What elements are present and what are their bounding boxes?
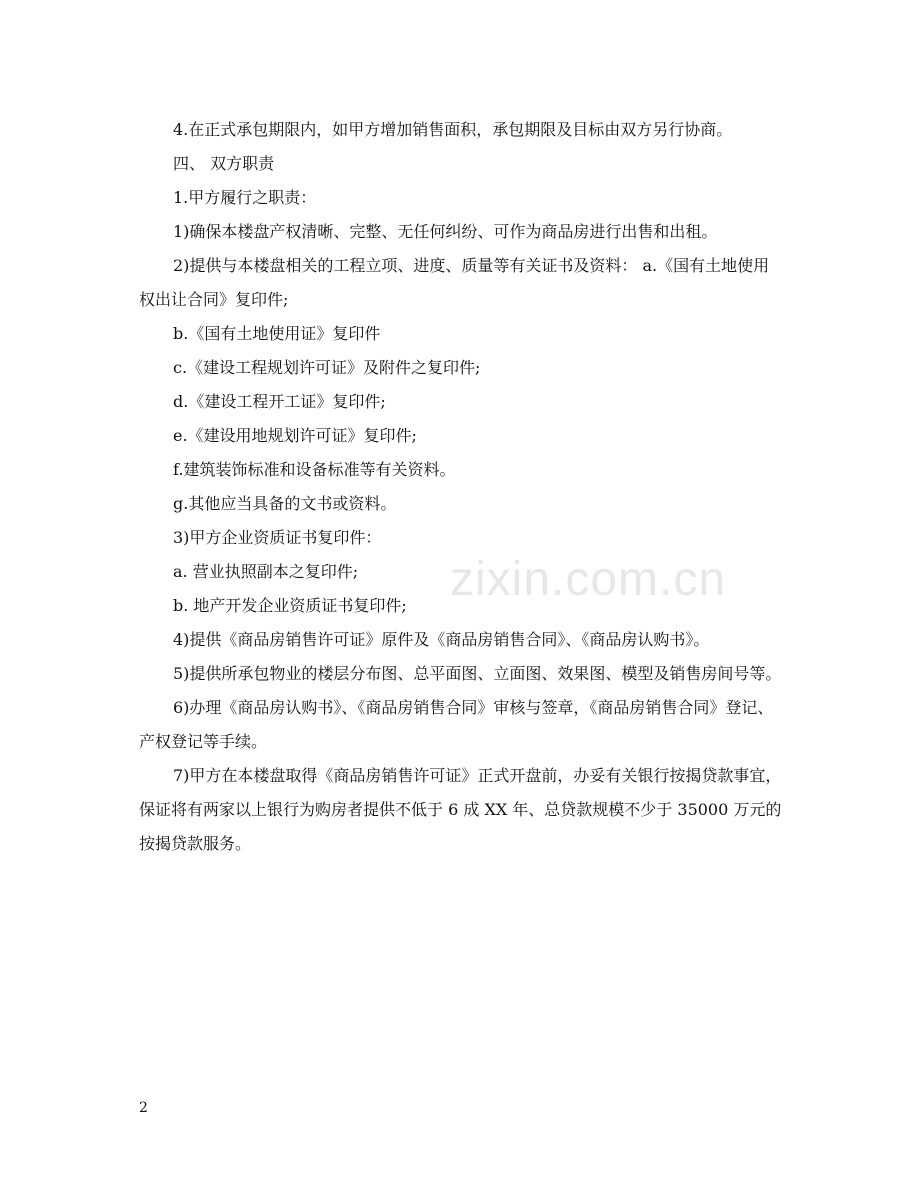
duty-1-property-rights: 1)确保本楼盘产权清晰、完整、无任何纠纷、可作为商品房进行出售和出租。 — [173, 222, 718, 241]
duty-3-qualification: 3)甲方企业资质证书复印件： — [173, 528, 382, 547]
duty-2-documents: 2)提供与本楼盘相关的工程立项、进度、质量等有关证书及资料： a.《国有土地使用权出让合同》复印件; — [139, 256, 770, 309]
paragraph-4-extension: 4.在正式承包期限内，如甲方增加销售面积，承包期限及目标由双方另行协商。 — [173, 120, 733, 139]
document-item-g: g.其他应当具备的文书或资料。 — [173, 494, 397, 513]
qualification-item-b: b. 地产开发企业资质证书复印件; — [173, 596, 407, 615]
duty-6-registration: 6)办理《商品房认购书》、《商品房销售合同》审核与签章，《商品房销售合同》登记、产权登记等手续。 — [139, 698, 774, 751]
duty-7-mortgage: 7)甲方在本楼盘取得《商品房销售许可证》正式开盘前，办妥有关银行按揭贷款事宜，保证将有两家以上银行为购房者提供不低于 6 成 XX 年、总贷款规模不少于 35000 万元的按揭贷款服务。 — [139, 766, 782, 853]
qualification-item-a: a. 营业执照副本之复印件; — [173, 562, 359, 581]
page-number: 2 — [139, 1100, 148, 1116]
document-item-b: b.《国有土地使用证》复印件 — [173, 324, 381, 343]
duty-4-sales-permit: 4)提供《商品房销售许可证》原件及《商品房销售合同》、《商品房认购书》。 — [173, 630, 710, 649]
section-heading-responsibilities: 四、 双方职责 — [173, 154, 275, 173]
document-body — [139, 113, 784, 861]
document-item-e: e.《建设用地规划许可证》复印件; — [173, 426, 417, 445]
duty-5-floor-plans: 5)提供所承包物业的楼层分布图、总平面图、立面图、效果图、模型及销售房间号等。 — [173, 664, 782, 683]
watermark: zixin.com.cn — [450, 553, 727, 606]
document-item-c: c.《建设工程规划许可证》及附件之复印件; — [173, 358, 481, 377]
party-a-duties-heading: 1.甲方履行之职责： — [173, 188, 317, 207]
document-item-f: f.建筑装饰标准和设备标准等有关资料。 — [173, 460, 456, 479]
document-item-d: d.《建设工程开工证》复印件; — [173, 392, 386, 411]
